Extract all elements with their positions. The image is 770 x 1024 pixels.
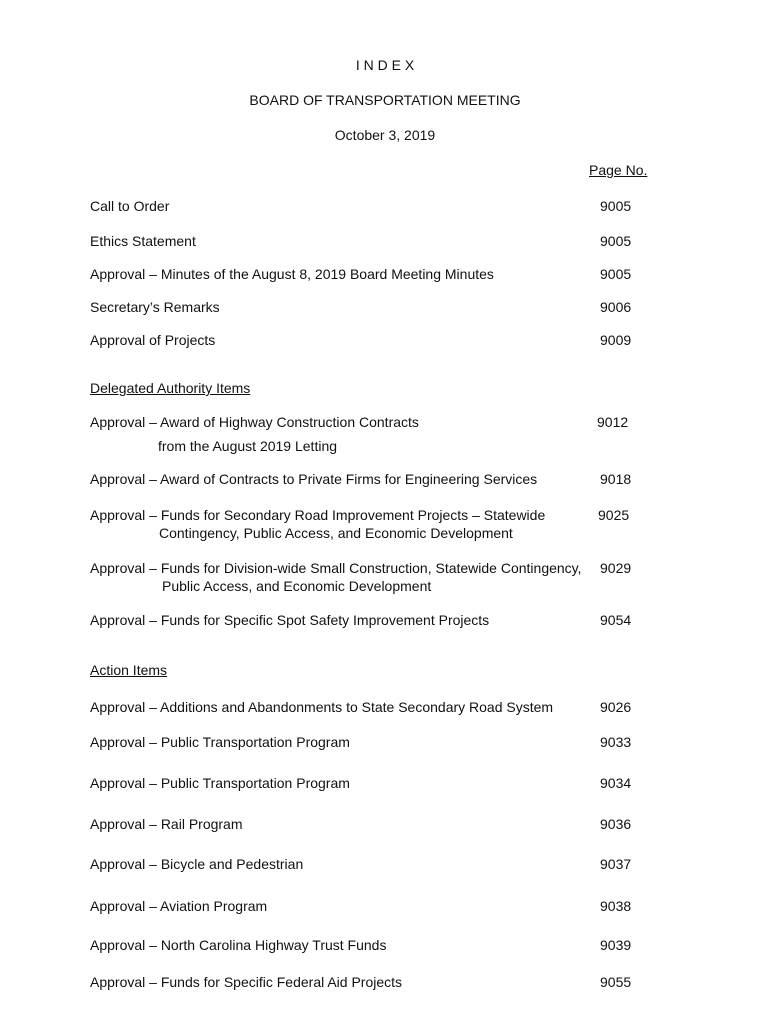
list-item [90,413,650,455]
list-item [90,611,650,629]
item-label: Approval – Bicycle and Pedestrian [90,856,304,872]
item-page-number: 9005 [600,233,632,249]
item-label: Approval – Award of Contracts to Private Firms for Engineering Services [90,471,538,487]
item-page-number: 9037 [600,856,632,872]
item-label: Approval – Rail Program [90,816,243,832]
list-item [90,265,650,283]
list-item [90,815,650,833]
list-item [90,936,650,954]
list-item [90,897,650,915]
item-page-number: 9006 [600,299,632,315]
item-page-number: 9018 [600,471,632,487]
item-page-number: 9034 [600,775,632,791]
list-item [90,298,650,316]
item-label: Approval – Public Transportation Program [90,734,350,750]
item-page-number: 9005 [600,198,632,214]
list-item [90,197,650,215]
item-label: Ethics Statement [90,233,196,249]
item-page-number: 9054 [600,612,632,628]
item-page-number: 9029 [600,560,632,576]
list-item [90,698,650,716]
list-item [90,331,650,349]
meeting-date: October 3, 2019 [334,127,436,143]
list-item [90,470,650,488]
item-page-number: 9026 [600,699,632,715]
item-label: Approval – Additions and Abandonments to State Secondary Road System [90,699,554,715]
item-label: Approval – Minutes of the August 8, 2019 Board Meeting Minutes [90,266,494,282]
item-label-main: Approval – Funds for Secondary Road Improvement Projects – Statewide [90,507,546,523]
item-page-number: 9005 [600,266,632,282]
item-page-number: 9055 [600,974,632,990]
item-page-number: 9012 [597,414,629,430]
item-page-number: 9025 [598,507,630,523]
item-page-number: 9038 [600,898,632,914]
page-no-heading: Page No. [589,162,648,178]
index-title: I N D E X [355,57,415,73]
item-label-continuation: Public Access, and Economic Development [162,578,432,594]
item-label: Call to Order [90,198,170,214]
action-heading: Action Items [90,662,168,678]
list-item [90,855,650,873]
item-page-number: 9039 [600,937,632,953]
list-item [90,774,650,792]
item-label: Approval – Funds for Specific Spot Safety Improvement Projects [90,612,490,628]
item-label: Approval – Public Transportation Program [90,775,350,791]
item-label: Secretary’s Remarks [90,299,220,315]
item-page-number: 9009 [600,332,632,348]
delegated-heading: Delegated Authority Items [90,380,251,396]
list-item [90,506,650,542]
item-label [90,506,585,542]
item-page-number: 9033 [600,734,632,750]
list-item [90,559,650,595]
item-label [90,413,585,455]
item-label [90,559,590,595]
item-label: Approval – Aviation Program [90,898,268,914]
item-label: Approval of Projects [90,332,216,348]
list-item [90,733,650,751]
list-item [90,973,650,991]
item-label-main: Approval – Award of Highway Construction Contracts [90,414,419,430]
item-label-continuation: from the August 2019 Letting [158,438,338,454]
item-label-main: Approval – Funds for Division-wide Small Construction, Statewide Contingency, [90,560,582,576]
list-item [90,232,650,250]
item-label: Approval – Funds for Specific Federal Aid Projects [90,974,403,990]
item-label-continuation: Contingency, Public Access, and Economic Development [159,525,513,541]
meeting-title: BOARD OF TRANSPORTATION MEETING [249,92,521,108]
item-page-number: 9036 [600,816,632,832]
item-label: Approval – North Carolina Highway Trust Funds [90,937,387,953]
